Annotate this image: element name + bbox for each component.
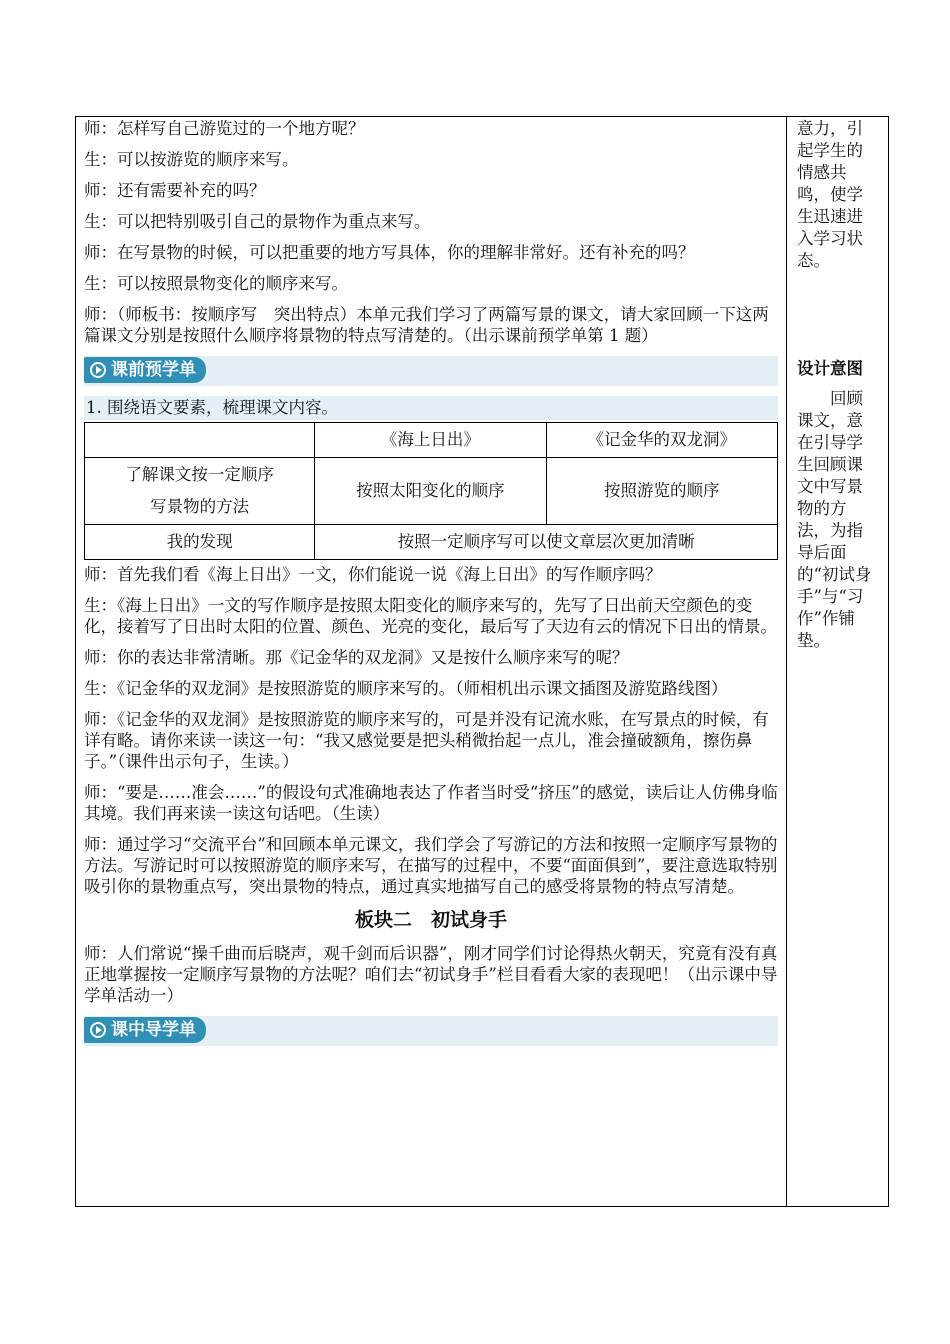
dialogue-line: 生：可以按游览的顺序来写。 <box>84 150 299 169</box>
table-cell <box>85 423 315 458</box>
table-cell: 按照一定顺序写可以使文章层次更加清晰 <box>315 525 778 560</box>
banner-tag <box>84 1017 206 1043</box>
banner-tag <box>84 357 206 383</box>
side-note-top: 意力，引起学生的情感共鸣，使学生迅速进入学习状态。 <box>797 119 863 270</box>
side-column <box>797 118 877 652</box>
pre-study-banner <box>84 356 778 386</box>
main-column <box>84 118 778 1056</box>
play-icon <box>90 1022 106 1038</box>
table-cell <box>85 458 315 525</box>
banner-label: 课中导学单 <box>111 1020 196 1040</box>
row-label-line: 了解课文按一定顺序 <box>125 465 274 484</box>
table-cell: 《记金华的双龙洞》 <box>546 423 777 458</box>
row-label-line: 写景物的方法 <box>150 497 250 516</box>
dialogue-line: 师：人们常说“操千曲而后晓声，观千剑而后识器”，刚才同学们讨论得热火朝天，究竟有没有真正地掌握按一定顺序写景物的方法呢？咱们去“初试身手”栏目看看大家的表现吧！（出示课中导学单活动一） <box>84 944 778 1005</box>
dialogue-line: 生：可以把特别吸引自己的景物作为重点来写。 <box>84 212 431 231</box>
dialogue-line: 师：通过学习“交流平台”和回顾本单元课文，我们学会了写游记的方法和按照一定顺序写景物的方法。写游记时可以按照游览的顺序来写，在描写的过程中，不要“面面俱到”，要注意选取特别吸引你的景物重点写，突出景物的特点，通过真实地描写自己的感受将景物的特点写清楚。 <box>84 835 778 896</box>
dialogue-line: 师：首先我们看《海上日出》一文，你们能说一说《海上日出》的写作顺序吗？ <box>84 565 662 584</box>
table-cell: 按照太阳变化的顺序 <box>315 458 546 525</box>
section-title: 板块二 初试身手 <box>354 909 507 931</box>
table-row <box>85 423 778 458</box>
dialogue-line: 师：（师板书：按顺序写 突出特点）本单元我们学习了两篇写景的课文，请大家回顾一下这两篇课文分别是按照什么顺序将景物的特点写清楚的。（出示课前预学单第 1 题） <box>84 305 769 345</box>
dialogue-line: 师：《记金华的双龙洞》是按照游览的顺序来写的，可是并没有记流水账，在写景点的时候，有详有略。请你来读一读这一句：“我又感觉要是把头稍微抬起一点儿，准会撞破额角，擦伤鼻子。”（课件出示句子，生读。） <box>84 710 769 771</box>
table-row <box>85 525 778 560</box>
table-cell: 《海上日出》 <box>315 423 546 458</box>
dialogue-line: 师：怎样写自己游览过的一个地方呢？ <box>84 119 365 138</box>
dialogue-line: 生：《海上日出》一文的写作顺序是按照太阳变化的顺序来写的，先写了日出前天空颜色的变化，接着写了日出时太阳的位置、颜色、光亮的变化，最后写了天边有云的情况下日出的情景。 <box>84 596 777 636</box>
in-class-banner <box>84 1016 778 1046</box>
play-icon <box>90 362 106 378</box>
dialogue-line: 师：“要是……准会……”的假设句式准确地表达了作者当时受“挤压”的感觉，读后让人仿佛身临其境。我们再来读一读这句话吧。（生读） <box>84 783 778 823</box>
dialogue-line: 师：还有需要补充的吗？ <box>84 181 266 200</box>
table-cell: 我的发现 <box>85 525 315 560</box>
dialogue-line: 师：在写景物的时候，可以把重要的地方写具体，你的理解非常好。还有补充的吗？ <box>84 243 695 262</box>
side-note-body: 回顾课文，意在引导学生回顾课文中写景物的方法，为指导后面的“初试身手”与“习作”作铺垫。 <box>797 389 872 650</box>
dialogue-line: 生：《记金华的双龙洞》是按照游览的顺序来写的。（师相机出示课文插图及游览路线图） <box>84 679 728 698</box>
table-cell: 按照游览的顺序 <box>546 458 777 525</box>
task-heading: 1. 围绕语文要素，梳理课文内容。 <box>84 396 778 420</box>
dialogue-line: 生：可以按照景物变化的顺序来写。 <box>84 274 348 293</box>
summary-table <box>84 422 778 560</box>
column-divider <box>786 116 787 1207</box>
table-row <box>85 458 778 525</box>
dialogue-line: 师：你的表达非常清晰。那《记金华的双龙洞》又是按什么顺序来写的呢？ <box>84 648 629 667</box>
banner-label: 课前预学单 <box>111 360 196 380</box>
side-heading: 设计意图 <box>797 359 863 378</box>
